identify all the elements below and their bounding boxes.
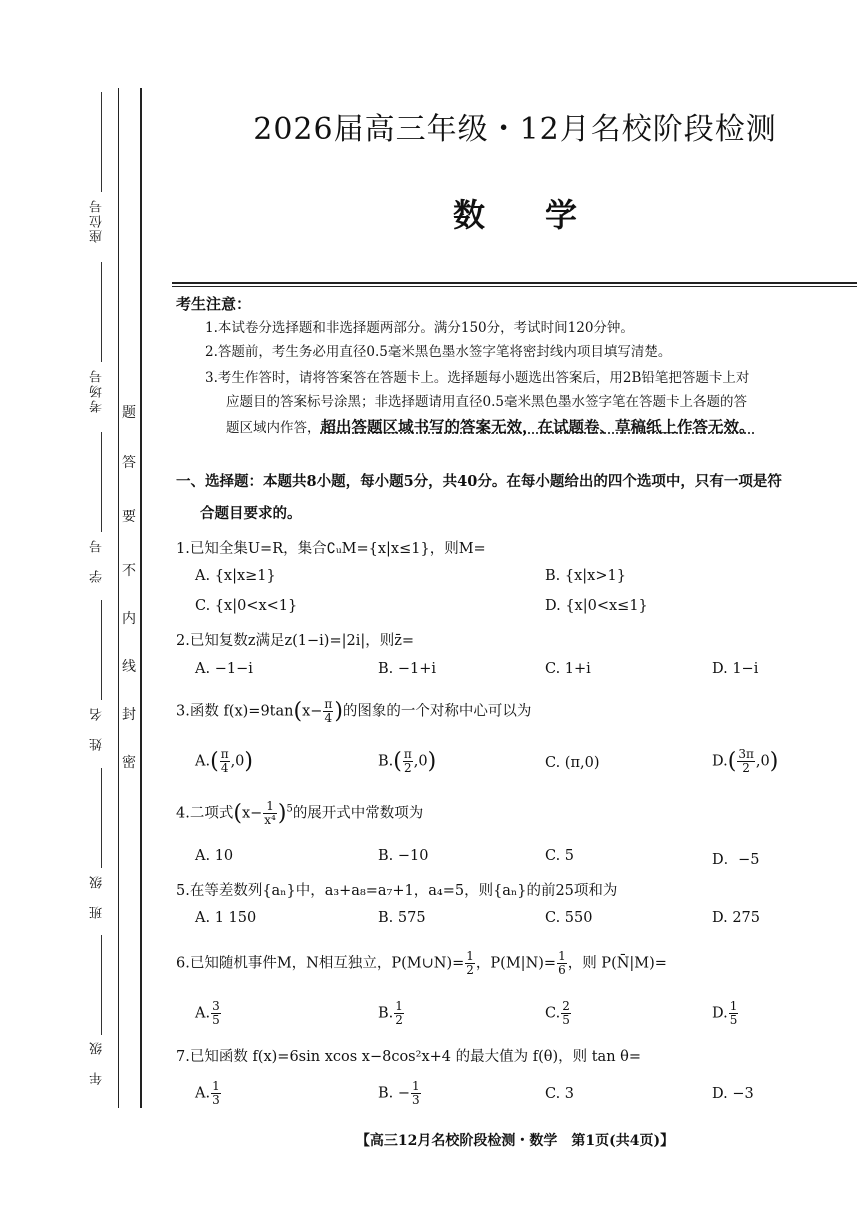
seal-char-3: 线 — [122, 659, 136, 675]
field-grade: 年 级 — [90, 1040, 105, 1085]
question-5-stem: 5.在等差数列{aₙ}中，a₃+a₈=a₇+1，a₄=5，则{aₙ}的前25项和为 — [176, 883, 618, 899]
field-seat-number: 座位号 — [90, 198, 105, 243]
field-name: 姓 名 — [90, 706, 105, 751]
notice-item-3c-line — [226, 417, 862, 438]
notice-item-3c: 题区域内作答， — [226, 420, 321, 436]
question-3-option-b: B.( $\frac{\pi}{2}$ ,0) — [378, 747, 437, 775]
field-line-class — [101, 768, 102, 868]
question-4-stem: 4.二项式(x− $\frac{1}{\text{x⁴}}$ )$^5$的展开式中常数项为 — [176, 799, 424, 827]
question-6-stem: 6.已知随机事件M，N相互独立，P(M∪N)= $\frac{1}{2}$ ，P(M|N)= $\frac{1}{6}$ ，则 P(N̄|M)= — [176, 949, 667, 977]
question-7-stem: 7.已知函数 f(x)=6sin xcos x−8cos²x+4 的最大值为 f(θ)，则 tan θ= — [176, 1049, 642, 1065]
field-line-room — [101, 262, 102, 362]
field-line-student-id — [101, 432, 102, 532]
seal-char-7: 答 — [122, 455, 136, 471]
question-6-option-b: B. $\frac{1}{2}$ — [378, 999, 403, 1027]
field-line-seat — [101, 92, 102, 192]
notice-item-3b: 应题目的答案标号涂黑；非选择题请用直径0.5毫米黑色墨水签字笔在答题卡上各题的答 — [226, 394, 747, 410]
question-2-option-c: C. 1+i — [545, 661, 591, 677]
question-7-option-c: C. 3 — [545, 1086, 575, 1102]
question-2-option-b: B. −1+i — [378, 661, 437, 677]
header-rule — [172, 282, 857, 284]
question-3-stem: 3.函数 f(x)=9tan(x− $\frac{\pi}{4}$ )的图象的一个对称中心可以为 — [176, 697, 532, 725]
binding-line-outer — [118, 88, 119, 1108]
field-class: 班 级 — [90, 874, 105, 919]
question-7-option-d: D. −3 — [712, 1086, 754, 1102]
seal-char-6: 要 — [122, 509, 136, 525]
seal-char-2: 封 — [122, 707, 136, 723]
question-2-option-a: A. −1−i — [195, 661, 253, 677]
seal-char-8: 题 — [122, 405, 136, 421]
question-1-option-c: C. {x|0<x<1} — [195, 598, 298, 614]
question-1-option-d: D. {x|0<x≤1} — [545, 598, 648, 614]
notice-item-3a: 3.考生作答时，请将答案答在答题卡上。选择题每小题选出答案后，用2B铅笔把答题卡上对 — [205, 370, 750, 386]
question-4-option-a: A. 10 — [195, 848, 234, 864]
header-rule-thin — [172, 286, 857, 287]
question-4-option-c: C. 5 — [545, 848, 575, 864]
field-line-name — [101, 600, 102, 700]
question-7-option-b: B. − $\frac{1}{3}$ — [378, 1079, 420, 1107]
page-footer: 【高三12月名校阶段检测・数学 第1页(共4页)】 — [355, 1133, 675, 1149]
question-6-option-c: C. $\frac{2}{5}$ — [545, 999, 570, 1027]
question-2-stem: 2.已知复数z满足z(1−i)=|2i|，则z̄= — [176, 633, 415, 649]
subject-title: 数学 — [452, 196, 637, 234]
question-6-option-d: D. $\frac{1}{5}$ — [712, 999, 738, 1027]
question-4-option-d: D．−5 — [712, 852, 760, 868]
field-student-id: 学 号 — [90, 538, 105, 583]
field-exam-room: 考场号 — [90, 368, 105, 413]
section-heading-line2: 合题目要求的。 — [200, 505, 302, 522]
question-1-option-b: B. {x|x>1} — [545, 568, 626, 584]
question-7-option-a: A. $\frac{1}{3}$ — [195, 1079, 220, 1107]
exam-title: 2026届高三年级・12月名校阶段检测 — [253, 112, 777, 147]
question-1-stem: 1.已知全集U=R，集合∁ᵤM={x|x≤1}，则M= — [176, 541, 486, 557]
question-6-option-a: A. $\frac{3}{5}$ — [195, 999, 220, 1027]
section-heading-line1: 一、选择题：本题共8小题，每小题5分，共40分。在每小题给出的四个选项中，只有一项是符 — [176, 473, 782, 490]
question-2-option-d: D. 1−i — [712, 661, 759, 677]
question-3-option-d: D.( $\frac{3\pi}{2}$ ,0) — [712, 747, 779, 775]
field-line-grade — [101, 935, 102, 1035]
seal-char-4: 内 — [122, 611, 136, 627]
question-3-option-c: C. (π,0) — [545, 755, 600, 771]
question-5-option-a: A. 1 150 — [195, 910, 257, 926]
question-5-option-b: B. 575 — [378, 910, 426, 926]
seal-char-1: 密 — [122, 755, 136, 771]
question-5-option-c: C. 550 — [545, 910, 593, 926]
seal-char-5: 不 — [122, 563, 136, 579]
question-1-option-a: A. {x|x≥1} — [195, 568, 276, 584]
question-3-option-a: A.( $\frac{\pi}{4}$ ,0) — [195, 747, 254, 775]
notice-item-2: 2.答题前，考生务必用直径0.5毫米黑色墨水签字笔将密封线内项目填写清楚。 — [205, 344, 672, 360]
notice-item-1: 1.本试卷分选择题和非选择题两部分。满分150分，考试时间120分钟。 — [205, 320, 634, 336]
notice-heading: 考生注意： — [176, 295, 252, 313]
question-5-option-d: D. 275 — [712, 910, 761, 926]
question-4-option-b: B. −10 — [378, 848, 429, 864]
binding-line-inner — [140, 88, 142, 1108]
notice-warning: 超出答题区域书写的答案无效，在试题卷、草稿纸上作答无效。 — [320, 417, 755, 436]
